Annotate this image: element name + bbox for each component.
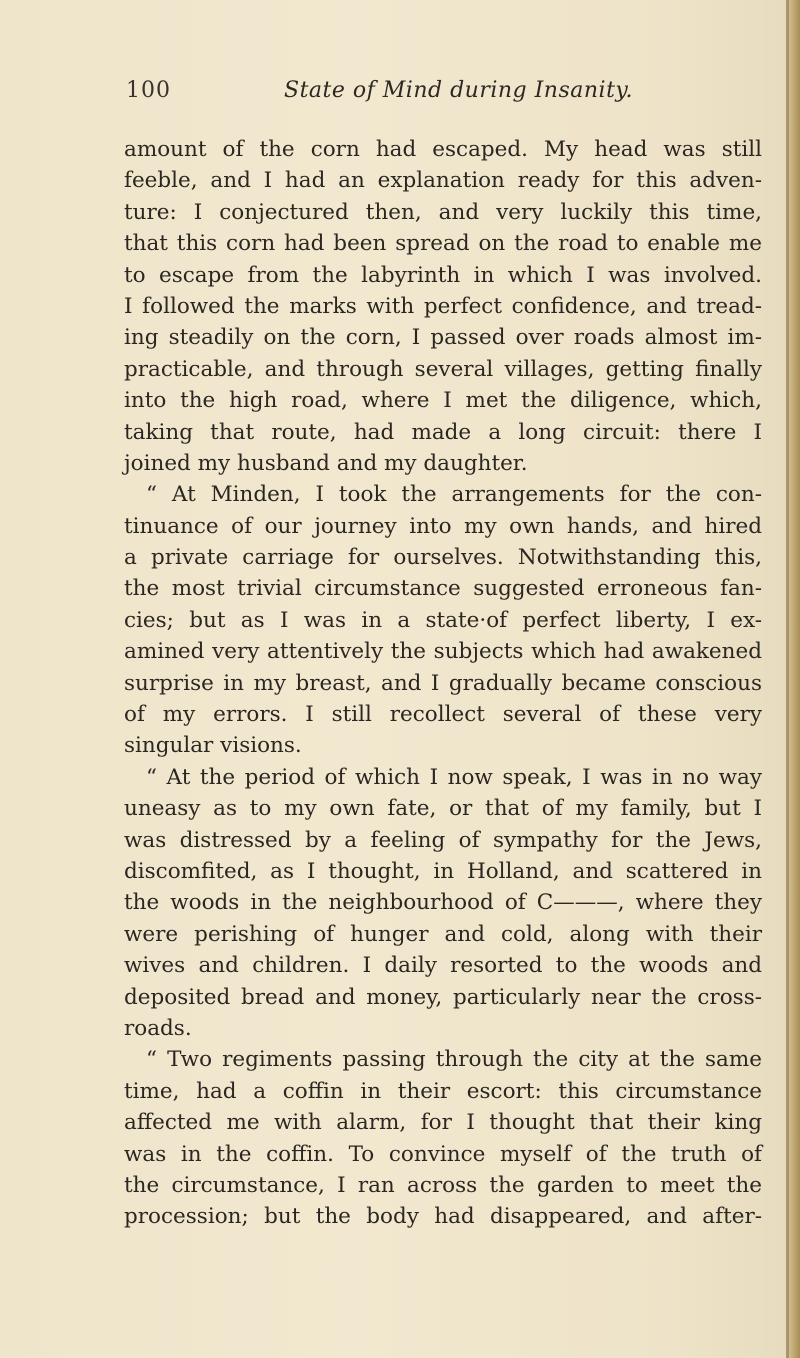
text-line: the woods in the neighbourhood of C———, where they <box>124 890 762 916</box>
text-line: wives and children. I daily resorted to the woods and <box>124 953 762 979</box>
text-line: practicable, and through several villages, getting finally <box>124 356 762 382</box>
text-line: “ At Minden, I took the arrangements for the con- <box>146 482 762 508</box>
text-line: ing steadily on the corn, I passed over roads almost im- <box>124 325 762 351</box>
text-line: feeble, and I had an explanation ready for this adven- <box>124 168 762 194</box>
text-line: a private carriage for ourselves. Notwithstanding this, <box>124 545 762 571</box>
text-line: “ At the period of which I now speak, I was in no way <box>146 764 762 790</box>
text-line: time, had a coffin in their escort: this circumstance <box>124 1078 762 1104</box>
text-line: “ Two regiments passing through the city at the same <box>146 1047 762 1073</box>
page-header <box>126 78 686 114</box>
text-line: uneasy as to my own fate, or that of my family, but I <box>124 796 762 822</box>
text-line: I followed the marks with perfect confidence, and tread- <box>124 293 762 319</box>
text-line: were perishing of hunger and cold, along with their <box>124 921 762 947</box>
text-line: procession; but the body had disappeared, and after- <box>124 1204 762 1230</box>
text-line: roads. <box>124 1015 192 1041</box>
text-line: was in the coffin. To convince myself of the truth of <box>124 1141 762 1167</box>
body-text <box>124 134 762 1233</box>
page-number: 100 <box>126 78 171 103</box>
page-edge <box>786 0 800 1358</box>
text-line: singular visions. <box>124 733 302 759</box>
text-line: ture: I conjectured then, and very luckily this time, <box>124 199 762 225</box>
text-line: deposited bread and money, particularly near the cross- <box>124 984 762 1010</box>
text-line: joined my husband and my daughter. <box>124 450 528 476</box>
text-line: taking that route, had made a long circuit: there I <box>124 419 762 445</box>
text-line: cies; but as I was in a state·of perfect liberty, I ex- <box>124 607 762 633</box>
text-line: the most trivial circumstance suggested erroneous fan- <box>124 576 762 602</box>
page-edge-shadow <box>786 0 789 1358</box>
text-line: amined very attentively the subjects which had awakened <box>124 639 762 665</box>
text-line: surprise in my breast, and I gradually became conscious <box>124 670 762 696</box>
text-line: tinuance of our journey into my own hands, and hired <box>124 513 762 539</box>
text-line: of my errors. I still recollect several of these very <box>124 702 762 728</box>
text-line: that this corn had been spread on the road to enable me <box>124 231 762 257</box>
text-line: was distressed by a feeling of sympathy for the Jews, <box>124 827 762 853</box>
running-head: State of Mind during Insanity. <box>284 78 633 103</box>
text-line: to escape from the labyrinth in which I was involved. <box>124 262 762 288</box>
text-line: the circumstance, I ran across the garden to meet the <box>124 1172 762 1198</box>
text-line: discomfited, as I thought, in Holland, and scattered in <box>124 858 762 884</box>
text-line: affected me with alarm, for I thought that their king <box>124 1110 762 1136</box>
text-line: amount of the corn had escaped. My head was still <box>124 137 762 162</box>
text-line: into the high road, where I met the diligence, which, <box>124 388 762 414</box>
